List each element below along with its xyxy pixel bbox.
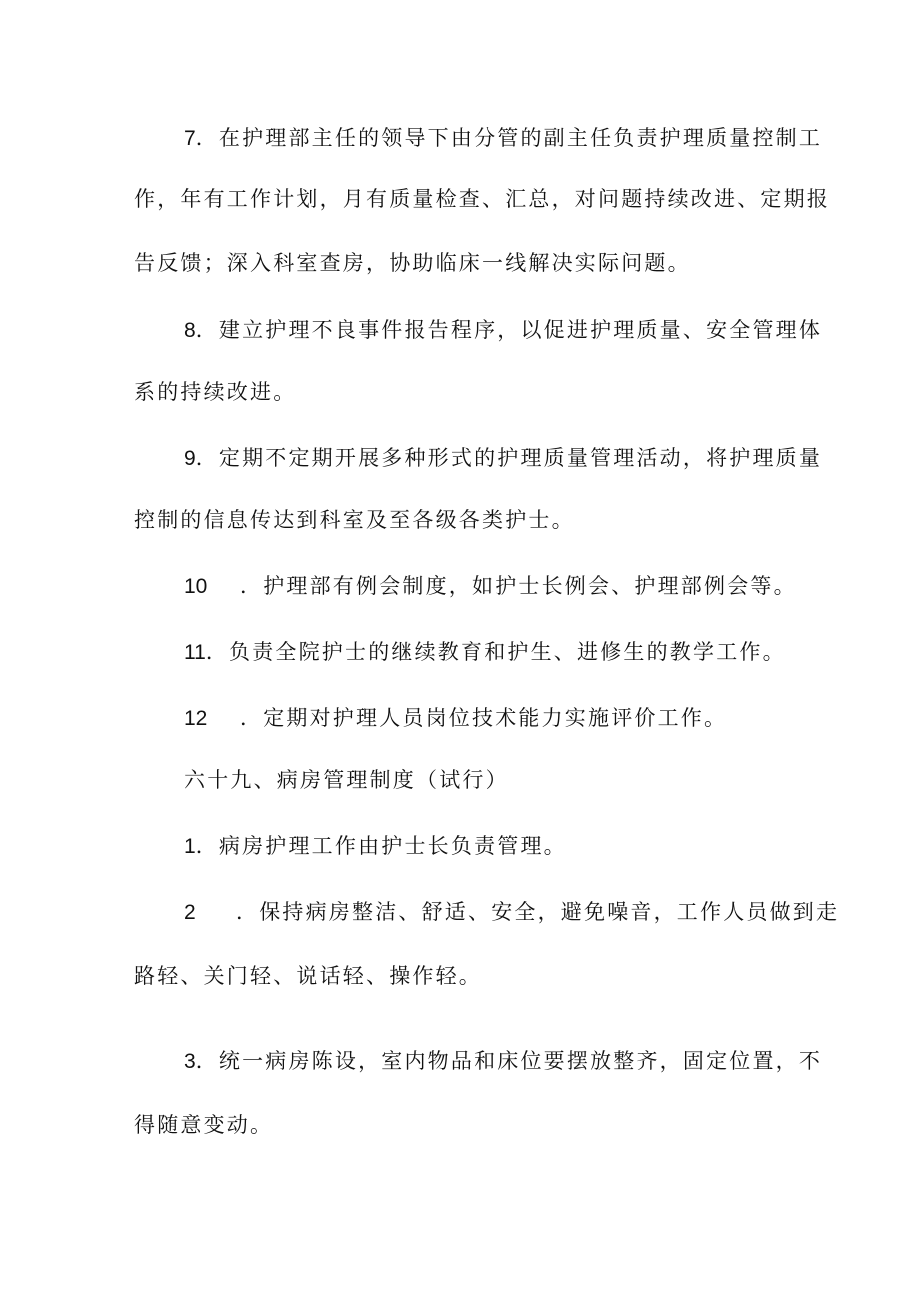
item-number: 8 [184,319,196,342]
item-number: 11 [184,641,206,664]
item-2-line-1 [184,897,839,928]
item-text: ．负责全院护士的继续教育和护生、进修生的教学工作。 [205,640,786,664]
item-11-line-1 [184,637,786,668]
item-8-line-1 [184,315,822,346]
item-1-line-1 [184,831,567,862]
item-text: 系的持续改进。 [134,380,297,404]
item-text: 作，年有工作计划，月有质量检查、汇总，对问题持续改进、定期报 [134,187,830,211]
item-text: 控制的信息传达到科室及至各级各类护士。 [134,508,575,532]
section-heading-text: 六十九、病房管理制度（试行） [184,768,509,792]
item-number: 2 [184,901,196,924]
item-number: 3 [184,1050,196,1073]
item-2-line-2 [134,961,482,991]
item-9-line-2 [134,505,575,535]
item-number: 1 [184,835,196,858]
item-8-line-2 [134,377,296,407]
item-text: ．在护理部主任的领导下由分管的副主任负责护理质量控制工 [195,126,823,150]
item-text: 告反馈；深入科室查房，协助临床一线解决实际问题。 [134,251,691,275]
item-9-line-1 [184,443,822,474]
item-text: 路轻、关门轻、说话轻、操作轻。 [134,964,482,988]
item-text: ．保持病房整洁、舒适、安全，避免噪音，工作人员做到走 [236,900,840,924]
item-7-line-3 [134,248,691,278]
item-text: ．定期对护理人员岗位技术能力实施评价工作。 [240,706,728,730]
item-text: ．护理部有例会制度，如护士长例会、护理部例会等。 [240,574,797,598]
item-7-line-1 [184,123,822,154]
item-12-line-1 [184,703,727,734]
item-7-line-2 [134,184,830,214]
item-number: 9 [184,447,196,470]
item-10-line-1 [184,571,797,602]
item-number: 10 [184,575,208,598]
item-number: 7 [184,127,196,150]
item-number: 12 [184,707,208,730]
item-text: ．统一病房陈设，室内物品和床位要摆放整齐，固定位置，不 [195,1049,823,1073]
item-text: ．定期不定期开展多种形式的护理质量管理活动，将护理质量 [195,446,823,470]
item-3-line-2 [134,1110,273,1140]
section-heading [184,765,509,795]
item-text: ．病房护理工作由护士长负责管理。 [195,834,567,858]
item-text: 得随意变动。 [134,1113,274,1137]
item-text: ．建立护理不良事件报告程序，以促进护理质量、安全管理体 [195,318,823,342]
item-3-line-1 [184,1046,822,1077]
